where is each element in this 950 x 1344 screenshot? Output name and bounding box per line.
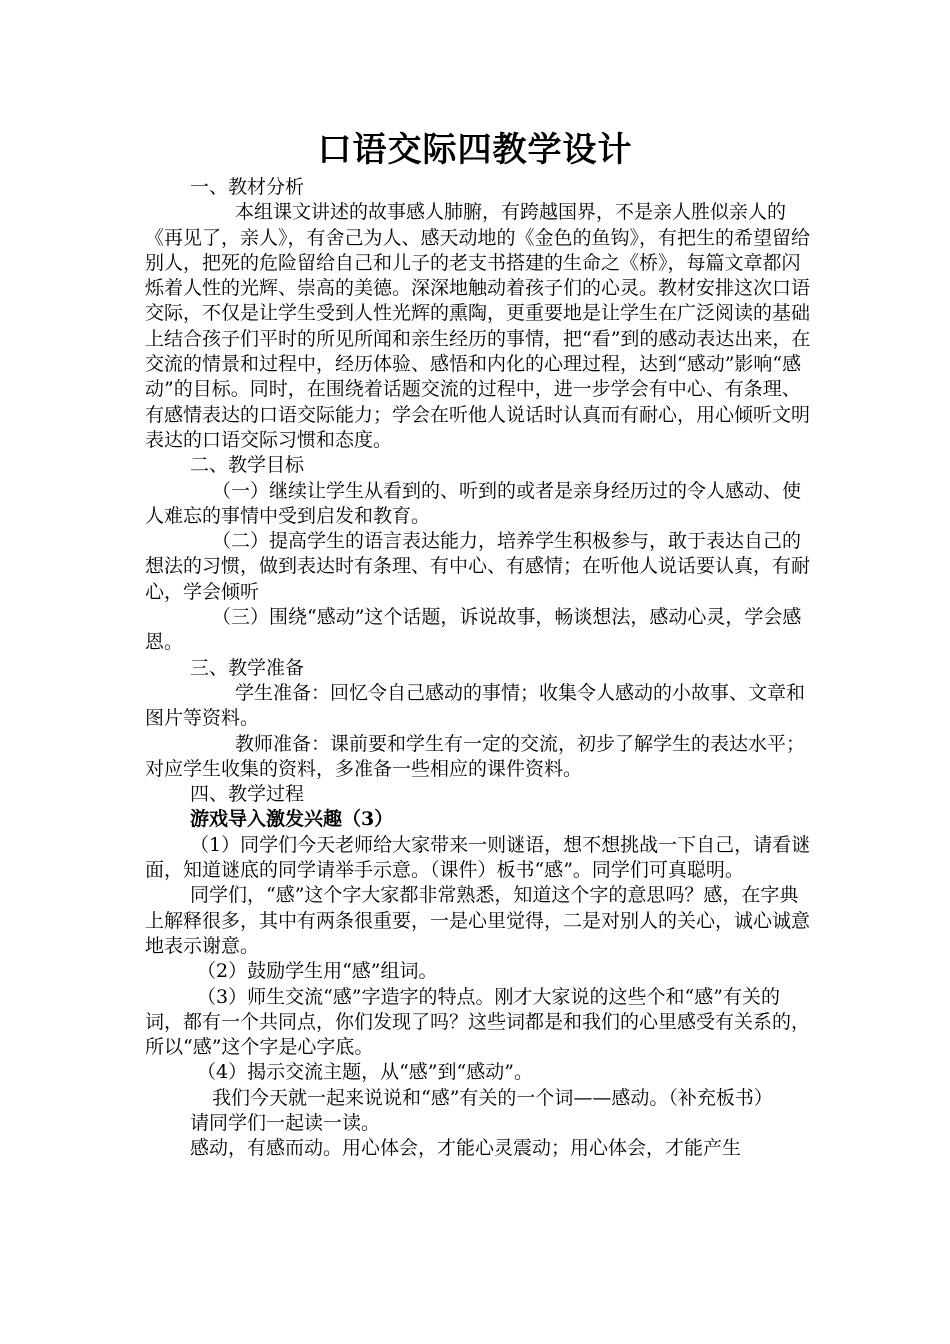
paragraph: 三、教学准备 [190,656,305,679]
section-subheading: 游戏导入激发兴趣（3） [190,808,394,831]
paragraph: 教师准备：课前要和学生有一定的交流，初步了解学生的表达水平；对应学生收集的资料，多准备一些相应的课件资料。 [145,732,806,780]
paragraph: 二、教学目标 [190,454,305,477]
paragraph: 同学们，“感”这个字大家都非常熟悉，知道这个字的意思吗？感，在字典上解释很多，其中有两条很重要，一是心里觉得，二是对别人的关心，诚心诚意地表示谢意。 [145,884,811,957]
document-title: 口语交际四教学设计 [317,130,633,170]
paragraph: 本组课文讲述的故事感人肺腑，有跨越国界，不是亲人胜似亲人的《再见了，亲人》，有舍己为人、感天动地的《金色的鱼钩》，有把生的希望留给别人，把死的危险留给自己和儿子的老支书搭建的生命之《桥》，每篇文章都闪烁着人性的光辉、崇高的美德。深深地触动着孩子们的心灵。教材安排这次口语交际，不仅是让学生受到人性光辉的熏陶，更重要地是让学生在广泛阅读的基础上结合孩子们平时的所见所闻和亲生经历的事情，把“看”到的感动表达出来，在交流的情景和过程中，经历体验、感悟和内化的心理过程，达到“感动”影响“感动”的目标。同时，在围绕着话题交流的过程中，进一步学会有中心、有条理、有感情表达的口语交际能力；学会在听他人说话时认真而有耐心，用心倾听文明表达的口语交际习惯和态度。 [145,201,811,451]
paragraph: 感动，有感而动。用心体会，才能心灵震动；用心体会，才能产生 [190,1137,742,1160]
paragraph: （4）揭示交流主题，从“感”到“感动”。 [197,1061,533,1084]
paragraph: （一）继续让学生从看到的、听到的或者是亲身经历过的令人感动、使人难忘的事情中受到启发和教育。 [145,479,802,527]
paragraph: 学生准备：回忆令自己感动的事情；收集令人感动的小故事、文章和图片等资料。 [145,681,806,730]
paragraph: （2）鼓励学生用“感”组词。 [197,960,438,983]
paragraph: 四、教学过程 [190,783,305,806]
paragraph: 请同学们一起读一读。 [190,1111,381,1134]
paragraph: （三）围绕“感动”这个话题，诉说故事，畅谈想法，感动心灵，学会感恩。 [145,606,802,654]
document-body [145,175,813,1162]
paragraph: （1）同学们今天老师给大家带来一则谜语，想不想挑战一下自己，请看谜面，知道谜底的同学请举手示意。（课件）板书“感”。同学们可真聪明。 [145,833,811,882]
paragraph: （二）提高学生的语言表达能力，培养学生积极参与，敢于表达自己的想法的习惯，做到表达时有条理、有中心、有感情；在听他人说话要认真，有耐心，学会倾听 [145,530,811,603]
paragraph: （3）师生交流“感”字造字的特点。刚才大家说的这些个和“感”有关的词，都有一个共同点，你们发现了吗？这些词都是和我们的心里感受有关系的，所以“感”这个字是心字底。 [145,985,811,1059]
paragraph: 我们今天就一起来说说和“感”有关的一个词——感动。（补充板书） [212,1086,773,1109]
paragraph: 一、教材分析 [190,176,305,198]
